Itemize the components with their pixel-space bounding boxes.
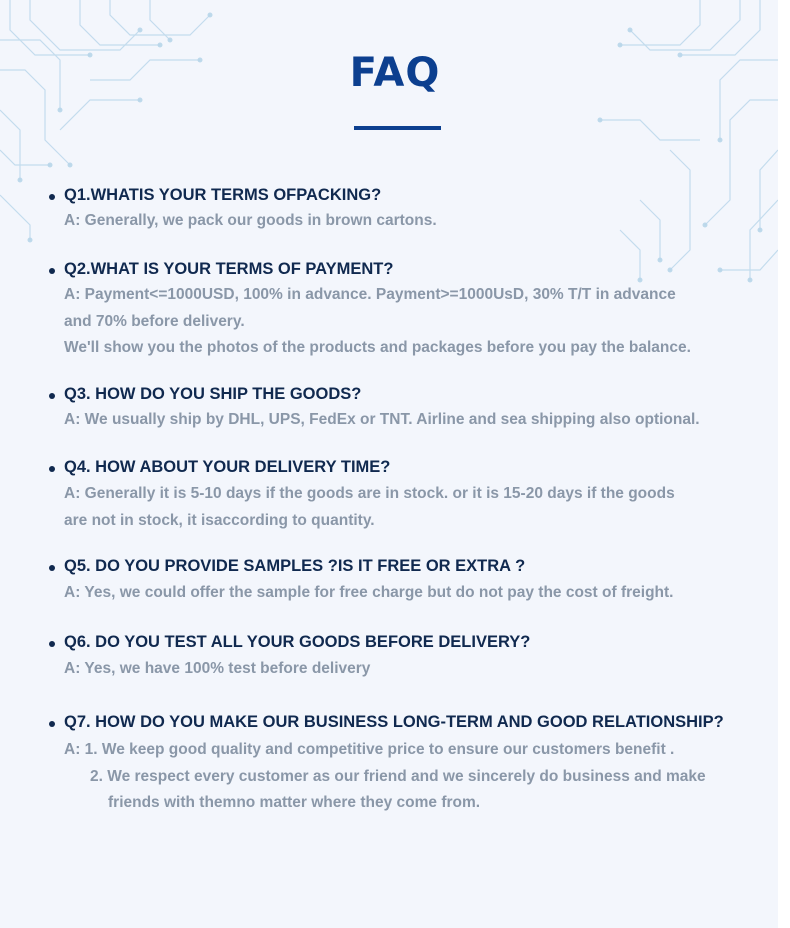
faq-answer-line: A: Generally it is 5-10 days if the goods are in stock. or it is 15-20 days if the goods xyxy=(64,485,675,502)
faq-answer-line: A: Payment<=1000USD, 100% in advance. Payment>=1000UsD, 30% T/T in advance xyxy=(64,286,676,303)
faq-answer-line: We'll show you the photos of the products and packages before you pay the balance. xyxy=(64,339,691,356)
faq-answer-line: A: Yes, we have 100% test before delivery xyxy=(64,660,371,677)
faq-question-6: Q6. DO YOU TEST ALL YOUR GOODS BEFORE DELIVERY? xyxy=(64,633,531,651)
faq-question-1: Q1.WHATIS YOUR TERMS OFPACKING? xyxy=(64,186,382,204)
faq-answer-line: A: 1. We keep good quality and competitive price to ensure our customers benefit . xyxy=(64,741,675,758)
faq-answer-5 xyxy=(64,580,673,607)
page-title: FAQ xyxy=(349,50,441,96)
faq-answer-line: 2. We respect every customer as our friend and we sincerely do business and make xyxy=(90,767,706,785)
faq-answer-line: A: Generally, we pack our goods in brown cartons. xyxy=(64,212,437,229)
faq-answer-line: A: Yes, we could offer the sample for free charge but do not pay the cost of freight. xyxy=(64,584,674,601)
faq-answer-line: friends with themno matter where they come from. xyxy=(108,794,481,811)
faq-answer-4 xyxy=(64,481,675,534)
faq-question-3: Q3. HOW DO YOU SHIP THE GOODS? xyxy=(64,385,362,403)
faq-answer-1 xyxy=(64,208,437,235)
faq-answer-3 xyxy=(64,407,700,434)
faq-question-7: Q7. HOW DO YOU MAKE OUR BUSINESS LONG-TERM AND GOOD RELATIONSHIP? xyxy=(64,713,724,731)
faq-question-4: Q4. HOW ABOUT YOUR DELIVERY TIME? xyxy=(64,458,391,476)
faq-answer-line: and 70% before delivery. xyxy=(64,312,245,330)
faq-answer-2 xyxy=(64,282,691,362)
title-underline xyxy=(354,126,441,130)
faq-answer-line: A: We usually ship by DHL, UPS, FedEx or TNT. Airline and sea shipping also optional. xyxy=(64,411,700,428)
faq-question-2: Q2.WHAT IS YOUR TERMS OF PAYMENT? xyxy=(64,260,394,278)
faq-answer-line: are not in stock, it isaccording to quantity. xyxy=(64,511,375,529)
faq-question-5: Q5. DO YOU PROVIDE SAMPLES ?IS IT FREE OR EXTRA ? xyxy=(64,557,526,575)
faq-answer-7 xyxy=(64,737,706,817)
faq-answer-6 xyxy=(64,656,370,683)
